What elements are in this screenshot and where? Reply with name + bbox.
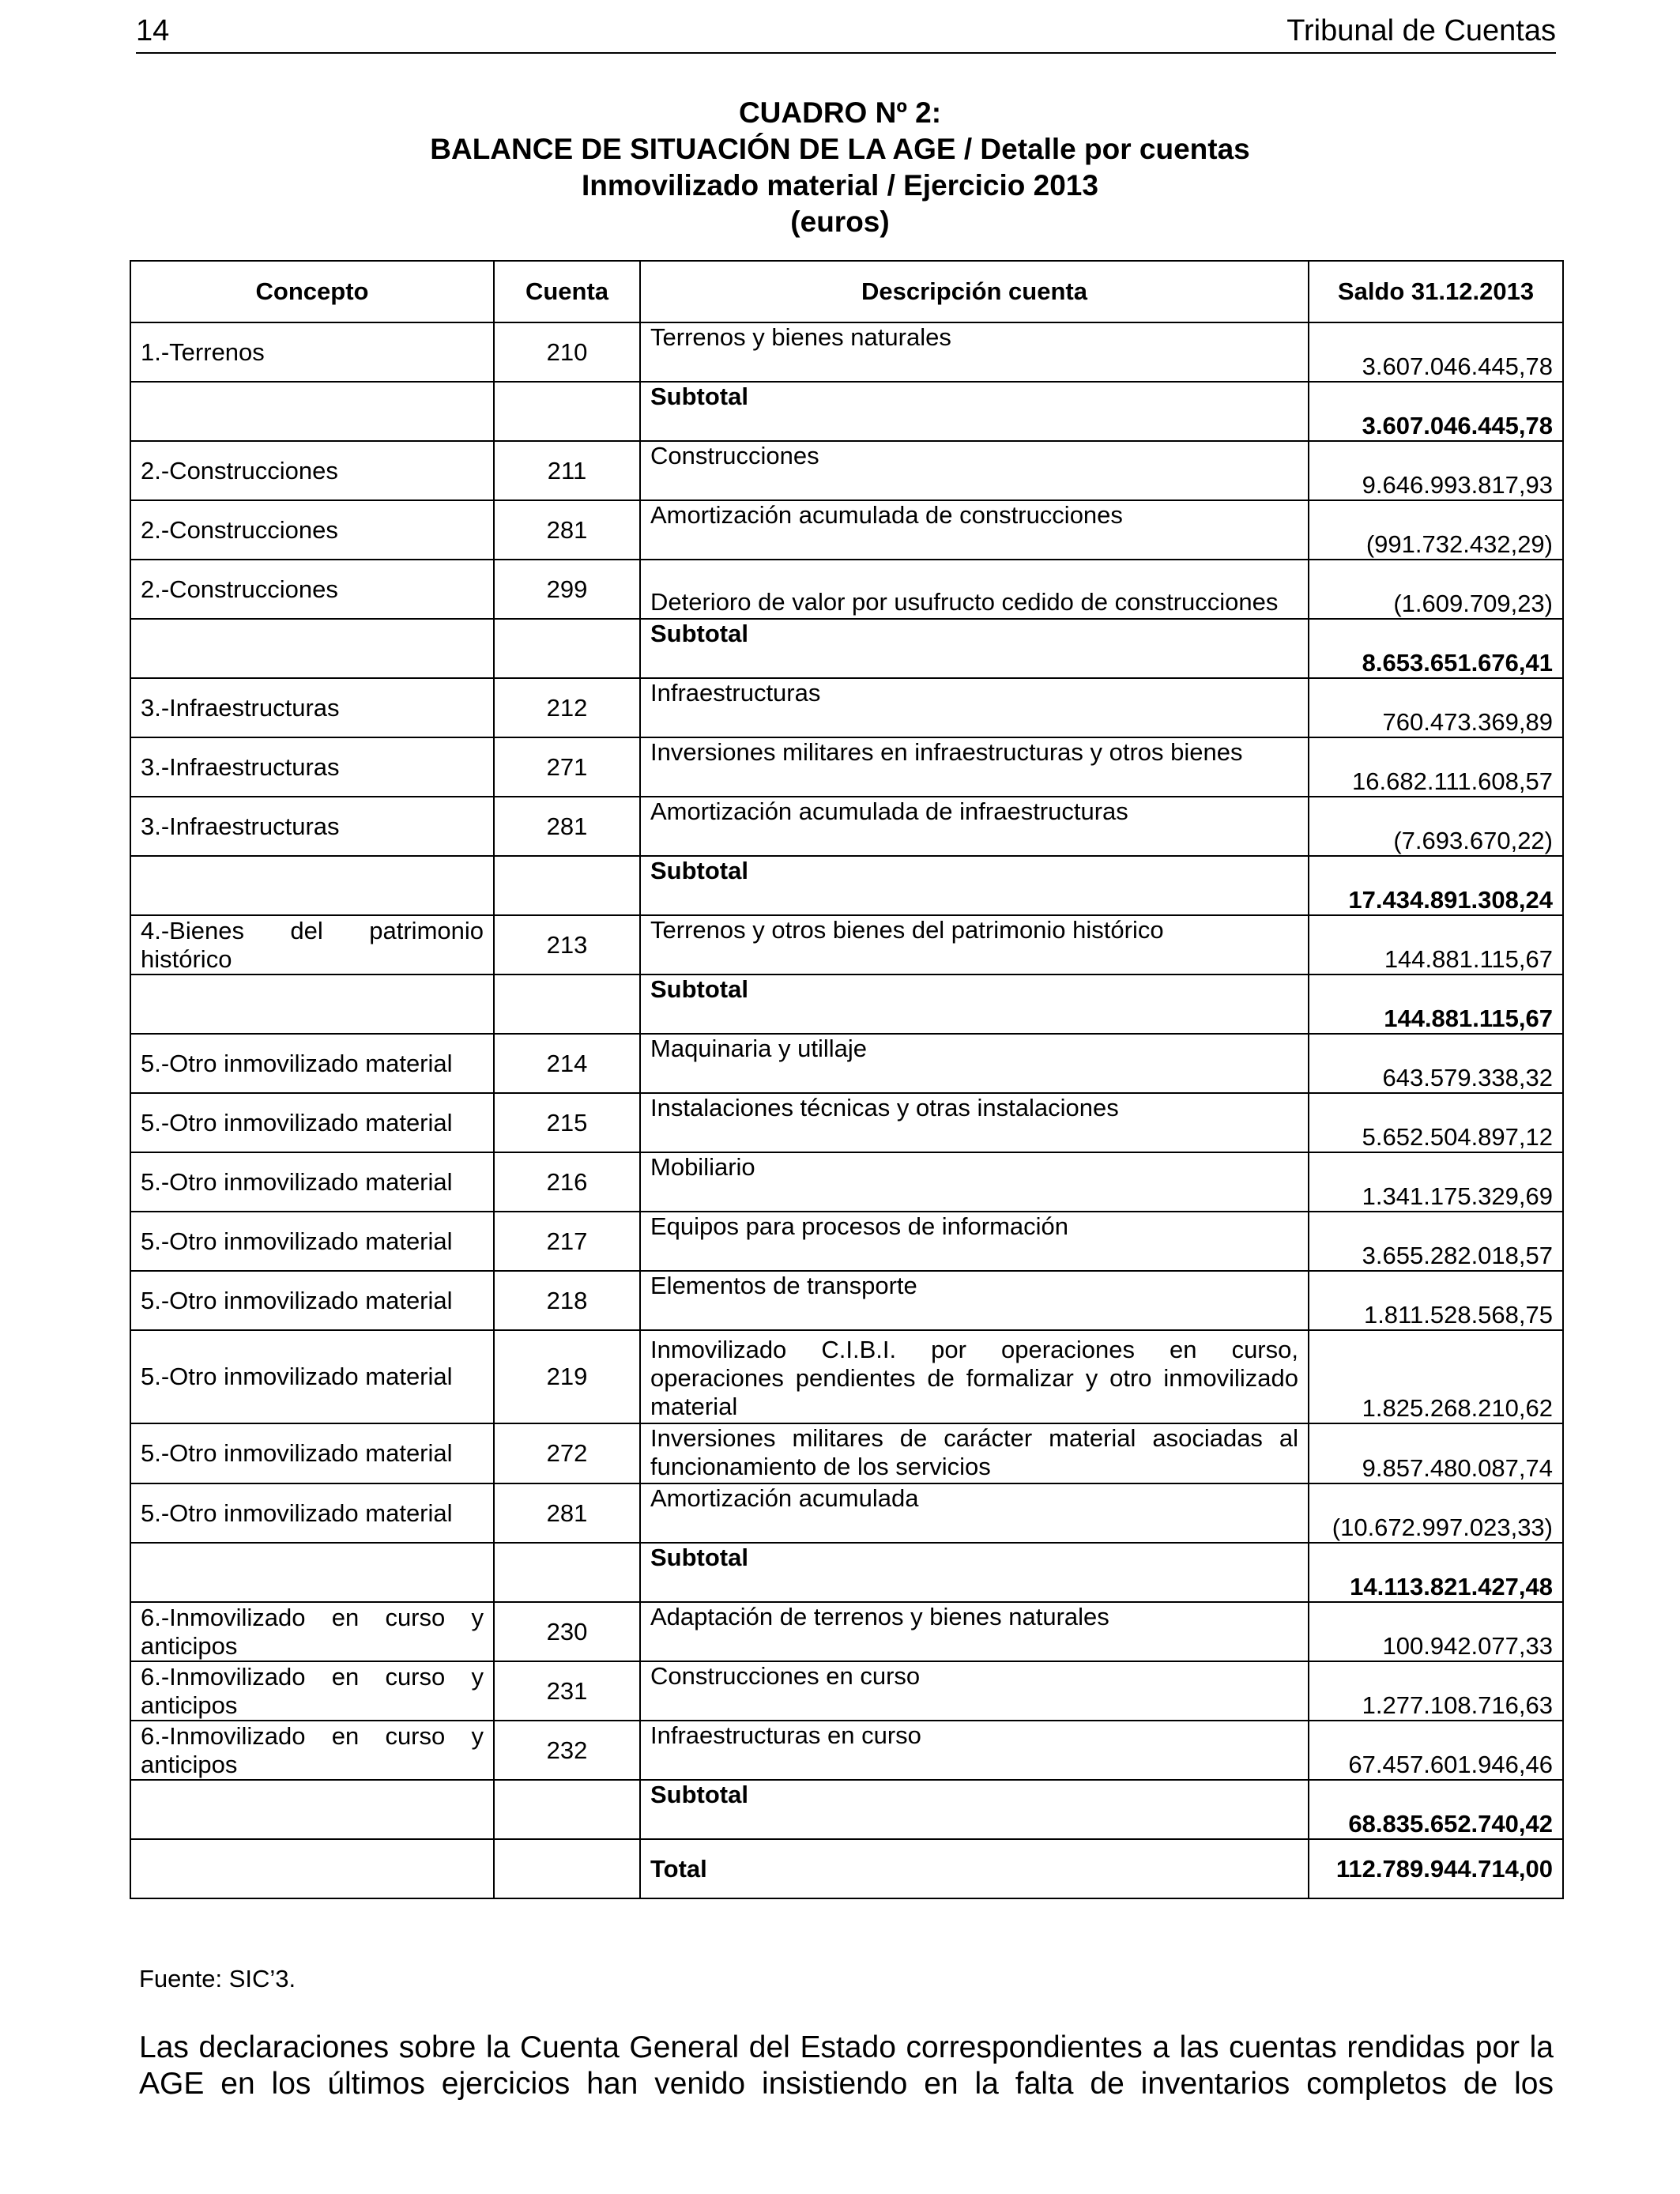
table-row (130, 1330, 1563, 1423)
cell-concepto: 6.-Inmovilizado en curso y anticipos (130, 1661, 494, 1721)
cell-saldo: (991.732.432,29) (1309, 500, 1563, 560)
running-header-title: Tribunal de Cuentas (1286, 14, 1556, 47)
cell-saldo: 5.652.504.897,12 (1309, 1093, 1563, 1152)
cell-concepto: 4.-Bienes del patrimonio histórico (130, 915, 494, 974)
subtotal-row (130, 382, 1563, 441)
cell-descripcion: Mobiliario (640, 1152, 1309, 1212)
cell-saldo: 9.646.993.817,93 (1309, 441, 1563, 500)
caption-line-4: (euros) (790, 205, 890, 238)
cell-concepto: 5.-Otro inmovilizado material (130, 1330, 494, 1423)
cell-cuenta (494, 619, 640, 678)
cell-descripcion: Infraestructuras en curso (640, 1721, 1309, 1780)
cell-descripcion: Total (640, 1839, 1309, 1898)
cell-cuenta (494, 1543, 640, 1602)
cell-cuenta (494, 1780, 640, 1839)
cell-saldo: 3.655.282.018,57 (1309, 1212, 1563, 1271)
cell-descripcion: Subtotal (640, 1543, 1309, 1602)
cell-saldo: 144.881.115,67 (1309, 915, 1563, 974)
cell-concepto (130, 1780, 494, 1839)
cell-saldo: (10.672.997.023,33) (1309, 1483, 1563, 1543)
cell-concepto: 5.-Otro inmovilizado material (130, 1423, 494, 1483)
cell-concepto: 6.-Inmovilizado en curso y anticipos (130, 1602, 494, 1661)
cell-cuenta: 272 (494, 1423, 640, 1483)
cell-cuenta: 217 (494, 1212, 640, 1271)
cell-concepto: 3.-Infraestructuras (130, 797, 494, 856)
cell-cuenta: 281 (494, 797, 640, 856)
cell-concepto: 3.-Infraestructuras (130, 678, 494, 737)
table-row (130, 1661, 1563, 1721)
cell-descripcion: Instalaciones técnicas y otras instalaciones (640, 1093, 1309, 1152)
cell-saldo: 1.277.108.716,63 (1309, 1661, 1563, 1721)
cell-cuenta: 213 (494, 915, 640, 974)
cell-saldo: (7.693.670,22) (1309, 797, 1563, 856)
header-cuenta: Cuenta (494, 261, 640, 322)
cell-saldo: 1.341.175.329,69 (1309, 1152, 1563, 1212)
cell-cuenta (494, 974, 640, 1034)
table-row (130, 1721, 1563, 1780)
page-number: 14 (136, 14, 170, 47)
cell-descripcion: Amortización acumulada (640, 1483, 1309, 1543)
subtotal-row (130, 856, 1563, 915)
cell-saldo: 144.881.115,67 (1309, 974, 1563, 1034)
cell-concepto: 1.-Terrenos (130, 322, 494, 382)
table-row (130, 1602, 1563, 1661)
cell-cuenta (494, 856, 640, 915)
cell-cuenta: 231 (494, 1661, 640, 1721)
cell-concepto: 5.-Otro inmovilizado material (130, 1034, 494, 1093)
table-row (130, 1271, 1563, 1330)
header-concepto: Concepto (130, 261, 494, 322)
cell-cuenta: 281 (494, 1483, 640, 1543)
balance-table (130, 260, 1564, 1899)
caption-line-3: Inmovilizado material / Ejercicio 2013 (582, 169, 1098, 202)
cell-cuenta: 216 (494, 1152, 640, 1212)
cell-saldo: (1.609.709,23) (1309, 560, 1563, 619)
table-row (130, 500, 1563, 560)
cell-descripcion: Construcciones en curso (640, 1661, 1309, 1721)
table-row (130, 1034, 1563, 1093)
cell-concepto (130, 974, 494, 1034)
cell-descripcion: Subtotal (640, 382, 1309, 441)
cell-cuenta: 212 (494, 678, 640, 737)
cell-concepto (130, 619, 494, 678)
cell-concepto (130, 1543, 494, 1602)
subtotal-row (130, 619, 1563, 678)
cell-descripcion: Elementos de transporte (640, 1271, 1309, 1330)
source-note: Fuente: SIC’3. (139, 1965, 296, 1992)
cell-concepto (130, 856, 494, 915)
cell-saldo: 100.942.077,33 (1309, 1602, 1563, 1661)
cell-concepto: 2.-Construcciones (130, 560, 494, 619)
cell-descripcion: Terrenos y otros bienes del patrimonio histórico (640, 915, 1309, 974)
cell-cuenta (494, 382, 640, 441)
cell-saldo: 9.857.480.087,74 (1309, 1423, 1563, 1483)
cell-cuenta: 215 (494, 1093, 640, 1152)
cell-descripcion: Terrenos y bienes naturales (640, 322, 1309, 382)
cell-descripcion: Construcciones (640, 441, 1309, 500)
cell-cuenta: 271 (494, 737, 640, 797)
table-row (130, 441, 1563, 500)
header-saldo: Saldo 31.12.2013 (1309, 261, 1563, 322)
cell-saldo: 643.579.338,32 (1309, 1034, 1563, 1093)
cell-cuenta: 214 (494, 1034, 640, 1093)
cell-descripcion: Subtotal (640, 1780, 1309, 1839)
cell-concepto: 5.-Otro inmovilizado material (130, 1212, 494, 1271)
table-row (130, 1152, 1563, 1212)
cell-concepto: 2.-Construcciones (130, 441, 494, 500)
cell-concepto: 5.-Otro inmovilizado material (130, 1152, 494, 1212)
table-row (130, 1212, 1563, 1271)
cell-concepto (130, 382, 494, 441)
cell-descripcion: Infraestructuras (640, 678, 1309, 737)
cell-cuenta: 211 (494, 441, 640, 500)
caption-line-2: BALANCE DE SITUACIÓN DE LA AGE / Detalle por cuentas (430, 133, 1250, 165)
cell-saldo: 3.607.046.445,78 (1309, 382, 1563, 441)
table-row (130, 678, 1563, 737)
cell-saldo: 16.682.111.608,57 (1309, 737, 1563, 797)
cell-saldo: 17.434.891.308,24 (1309, 856, 1563, 915)
cell-descripcion: Amortización acumulada de construcciones (640, 500, 1309, 560)
cell-descripcion: Deterioro de valor por usufructo cedido de construcciones (640, 560, 1309, 619)
cell-cuenta (494, 1839, 640, 1898)
subtotal-row (130, 974, 1563, 1034)
cell-concepto: 5.-Otro inmovilizado material (130, 1483, 494, 1543)
cell-descripcion: Maquinaria y utillaje (640, 1034, 1309, 1093)
table-header-row (130, 261, 1563, 322)
cell-descripcion: Inversiones militares de carácter material asociadas al funcionamiento de los servicios (640, 1423, 1309, 1483)
body-paragraph: Las declaraciones sobre la Cuenta General del Estado correspondientes a las cuentas rendidas por la AGE en los últimos ejercicios han venido insistiendo en la falta de inventarios completos de los (139, 2030, 1554, 2101)
cell-saldo: 67.457.601.946,46 (1309, 1721, 1563, 1780)
cell-descripcion: Subtotal (640, 619, 1309, 678)
cell-descripcion: Amortización acumulada de infraestructuras (640, 797, 1309, 856)
cell-saldo: 760.473.369,89 (1309, 678, 1563, 737)
table-body (130, 322, 1563, 1898)
cell-descripcion: Equipos para procesos de información (640, 1212, 1309, 1271)
cell-cuenta: 281 (494, 500, 640, 560)
cell-descripcion: Subtotal (640, 856, 1309, 915)
header-descripcion: Descripción cuenta (640, 261, 1309, 322)
cell-concepto: 5.-Otro inmovilizado material (130, 1271, 494, 1330)
cell-concepto: 3.-Infraestructuras (130, 737, 494, 797)
cell-cuenta: 218 (494, 1271, 640, 1330)
cell-concepto: 6.-Inmovilizado en curso y anticipos (130, 1721, 494, 1780)
subtotal-row (130, 1780, 1563, 1839)
cell-descripcion: Adaptación de terrenos y bienes naturales (640, 1602, 1309, 1661)
cell-cuenta: 230 (494, 1602, 640, 1661)
cell-concepto (130, 1839, 494, 1898)
cell-saldo: 68.835.652.740,42 (1309, 1780, 1563, 1839)
cell-descripcion: Inversiones militares en infraestructuras y otros bienes (640, 737, 1309, 797)
cell-saldo: 14.113.821.427,48 (1309, 1543, 1563, 1602)
table-row (130, 1483, 1563, 1543)
table-row (130, 1093, 1563, 1152)
total-row (130, 1839, 1563, 1898)
cell-descripcion: Subtotal (640, 974, 1309, 1034)
cell-saldo: 8.653.651.676,41 (1309, 619, 1563, 678)
table-row (130, 1423, 1563, 1483)
subtotal-row (130, 1543, 1563, 1602)
table-row (130, 915, 1563, 974)
table-row (130, 737, 1563, 797)
table-row (130, 797, 1563, 856)
page-header (136, 9, 1556, 54)
table-row (130, 560, 1563, 619)
cell-saldo: 3.607.046.445,78 (1309, 322, 1563, 382)
table-caption (0, 95, 1680, 240)
cell-cuenta: 232 (494, 1721, 640, 1780)
cell-saldo: 1.811.528.568,75 (1309, 1271, 1563, 1330)
cell-descripcion: Inmovilizado C.I.B.I. por operaciones en curso, operaciones pendientes de formalizar y otro inmovilizado material (640, 1330, 1309, 1423)
cell-saldo: 112.789.944.714,00 (1309, 1839, 1563, 1898)
cell-cuenta: 219 (494, 1330, 640, 1423)
cell-concepto: 2.-Construcciones (130, 500, 494, 560)
cell-cuenta: 210 (494, 322, 640, 382)
cell-cuenta: 299 (494, 560, 640, 619)
cell-saldo: 1.825.268.210,62 (1309, 1330, 1563, 1423)
table-row (130, 322, 1563, 382)
caption-line-1: CUADRO Nº 2: (738, 96, 942, 129)
cell-concepto: 5.-Otro inmovilizado material (130, 1093, 494, 1152)
